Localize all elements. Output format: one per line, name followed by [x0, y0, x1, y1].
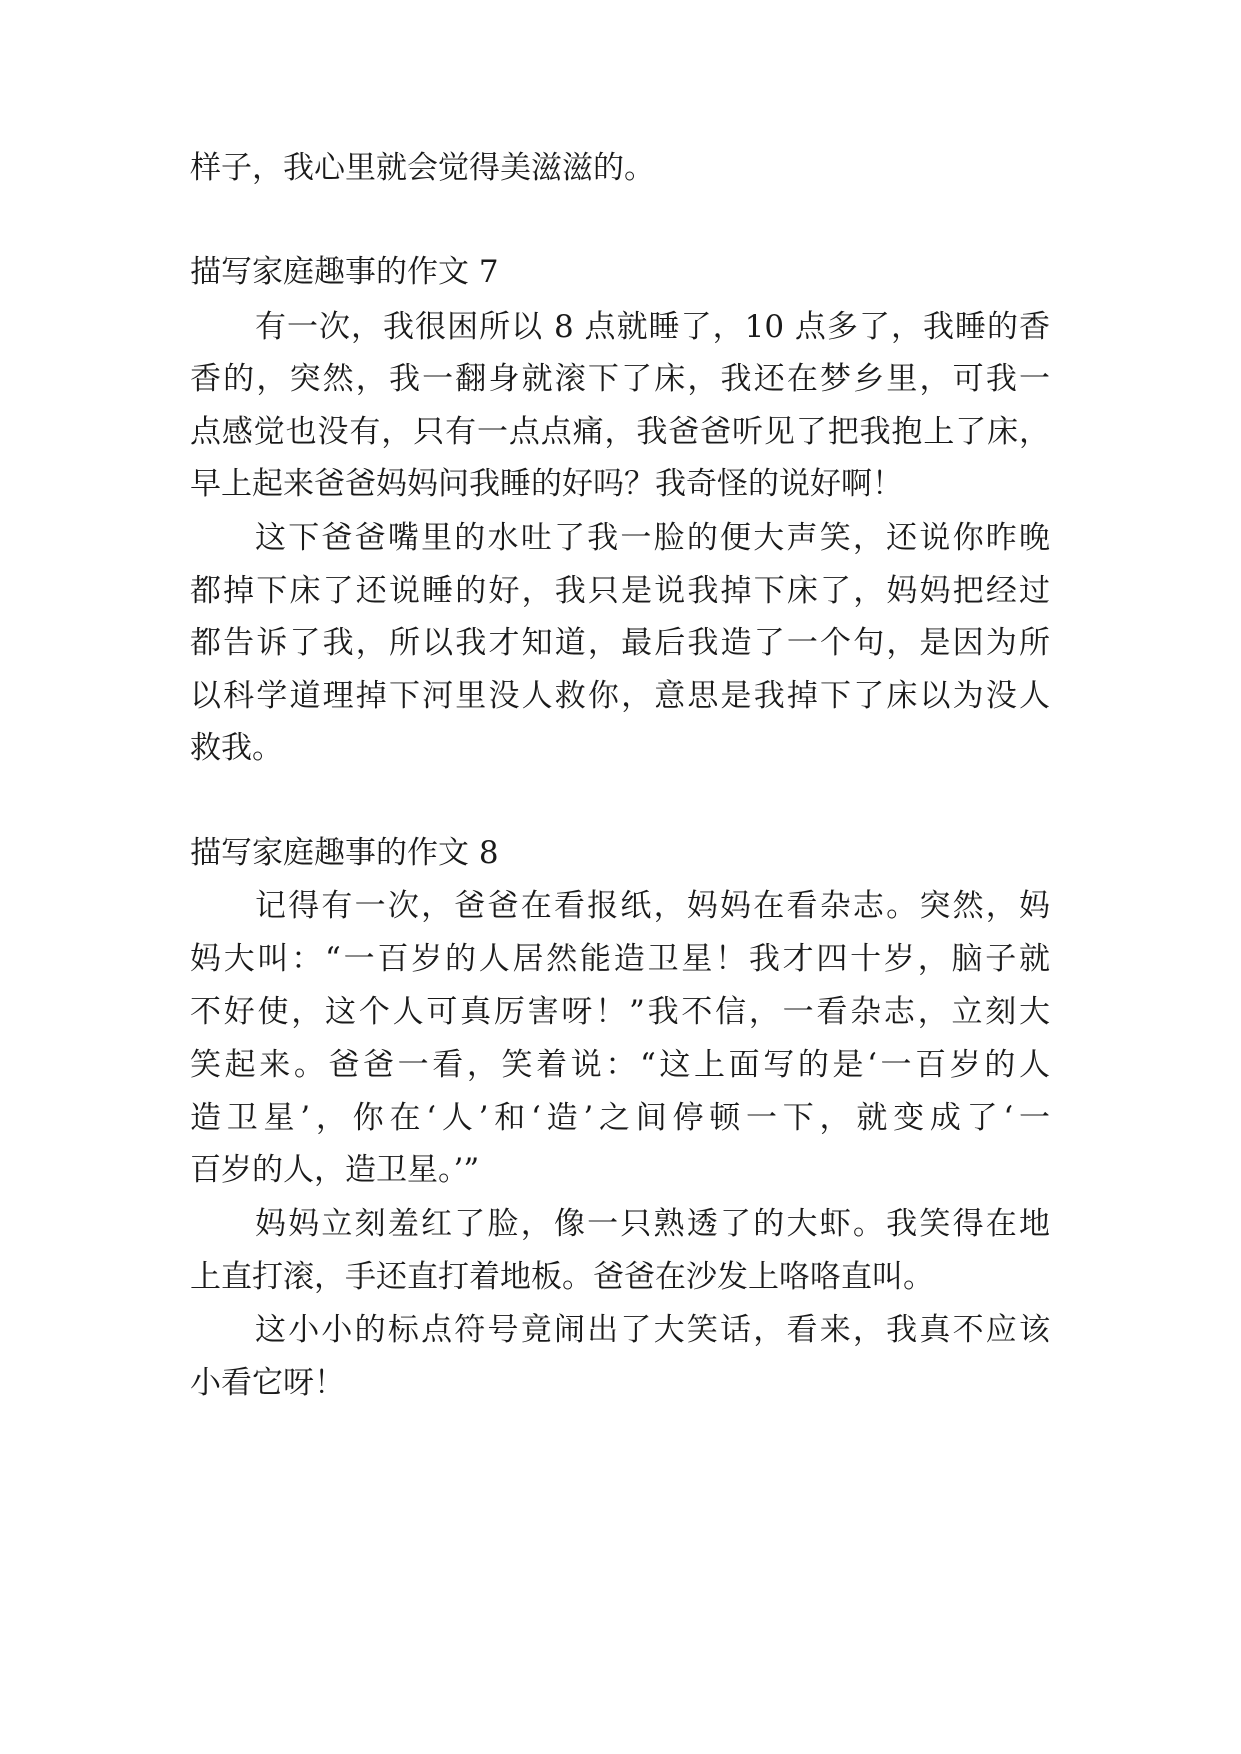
- s8-p1-line-4: 笑起来。爸爸一看，笑着说：“这上面写的是‘一百岁的人: [190, 1047, 1050, 1083]
- s8-p3-line-1: 这小小的标点符号竟闹出了大笑话，看来，我真不应该: [255, 1312, 1050, 1348]
- s8-p3-line-2: 小看它呀！: [190, 1365, 345, 1401]
- s8-p1-line-5: 造卫星’，你在‘人’和‘造’之间停顿一下，就变成了‘一: [190, 1100, 1050, 1136]
- s8-p2-line-1: 妈妈立刻羞红了脸，像一只熟透了的大虾。我笑得在地: [255, 1206, 1050, 1242]
- section-8-title: 描写家庭趣事的作文 8: [190, 835, 499, 871]
- s7-p2-line-5: 救我。: [190, 730, 283, 766]
- s7-p1-line-1: 有一次，我很困所以 8 点就睡了，10 点多了，我睡的香: [255, 309, 1050, 345]
- s7-p2-line-1: 这下爸爸嘴里的水吐了我一脸的便大声笑，还说你昨晚: [255, 520, 1050, 556]
- s7-p1-line-4: 早上起来爸爸妈妈问我睡的好吗？我奇怪的说好啊！: [190, 466, 903, 502]
- s8-p1-line-1: 记得有一次，爸爸在看报纸，妈妈在看杂志。突然，妈: [255, 888, 1050, 924]
- s7-p2-line-2: 都掉下床了还说睡的好，我只是说我掉下床了，妈妈把经过: [190, 573, 1050, 609]
- s7-p1-line-2: 香的，突然，我一翻身就滚下了床，我还在梦乡里，可我一: [190, 361, 1050, 397]
- s7-p2-line-3: 都告诉了我，所以我才知道，最后我造了一个句，是因为所: [190, 625, 1050, 661]
- s8-p1-line-2: 妈大叫：“一百岁的人居然能造卫星！我才四十岁，脑子就: [190, 941, 1050, 977]
- s8-p1-line-6: 百岁的人，造卫星。’”: [190, 1152, 480, 1188]
- s8-p2-line-2: 上直打滚，手还直打着地板。爸爸在沙发上咯咯直叫。: [190, 1259, 934, 1295]
- s8-p1-line-3: 不好使，这个人可真厉害呀！”我不信，一看杂志，立刻大: [190, 994, 1050, 1030]
- intro-tail-line: 样子，我心里就会觉得美滋滋的。: [190, 150, 655, 186]
- section-7-title: 描写家庭趣事的作文 7: [190, 254, 499, 290]
- s7-p2-line-4: 以科学道理掉下河里没人救你，意思是我掉下了床以为没人: [190, 678, 1050, 714]
- s7-p1-line-3: 点感觉也没有，只有一点点痛，我爸爸听见了把我抱上了床，: [190, 414, 1050, 450]
